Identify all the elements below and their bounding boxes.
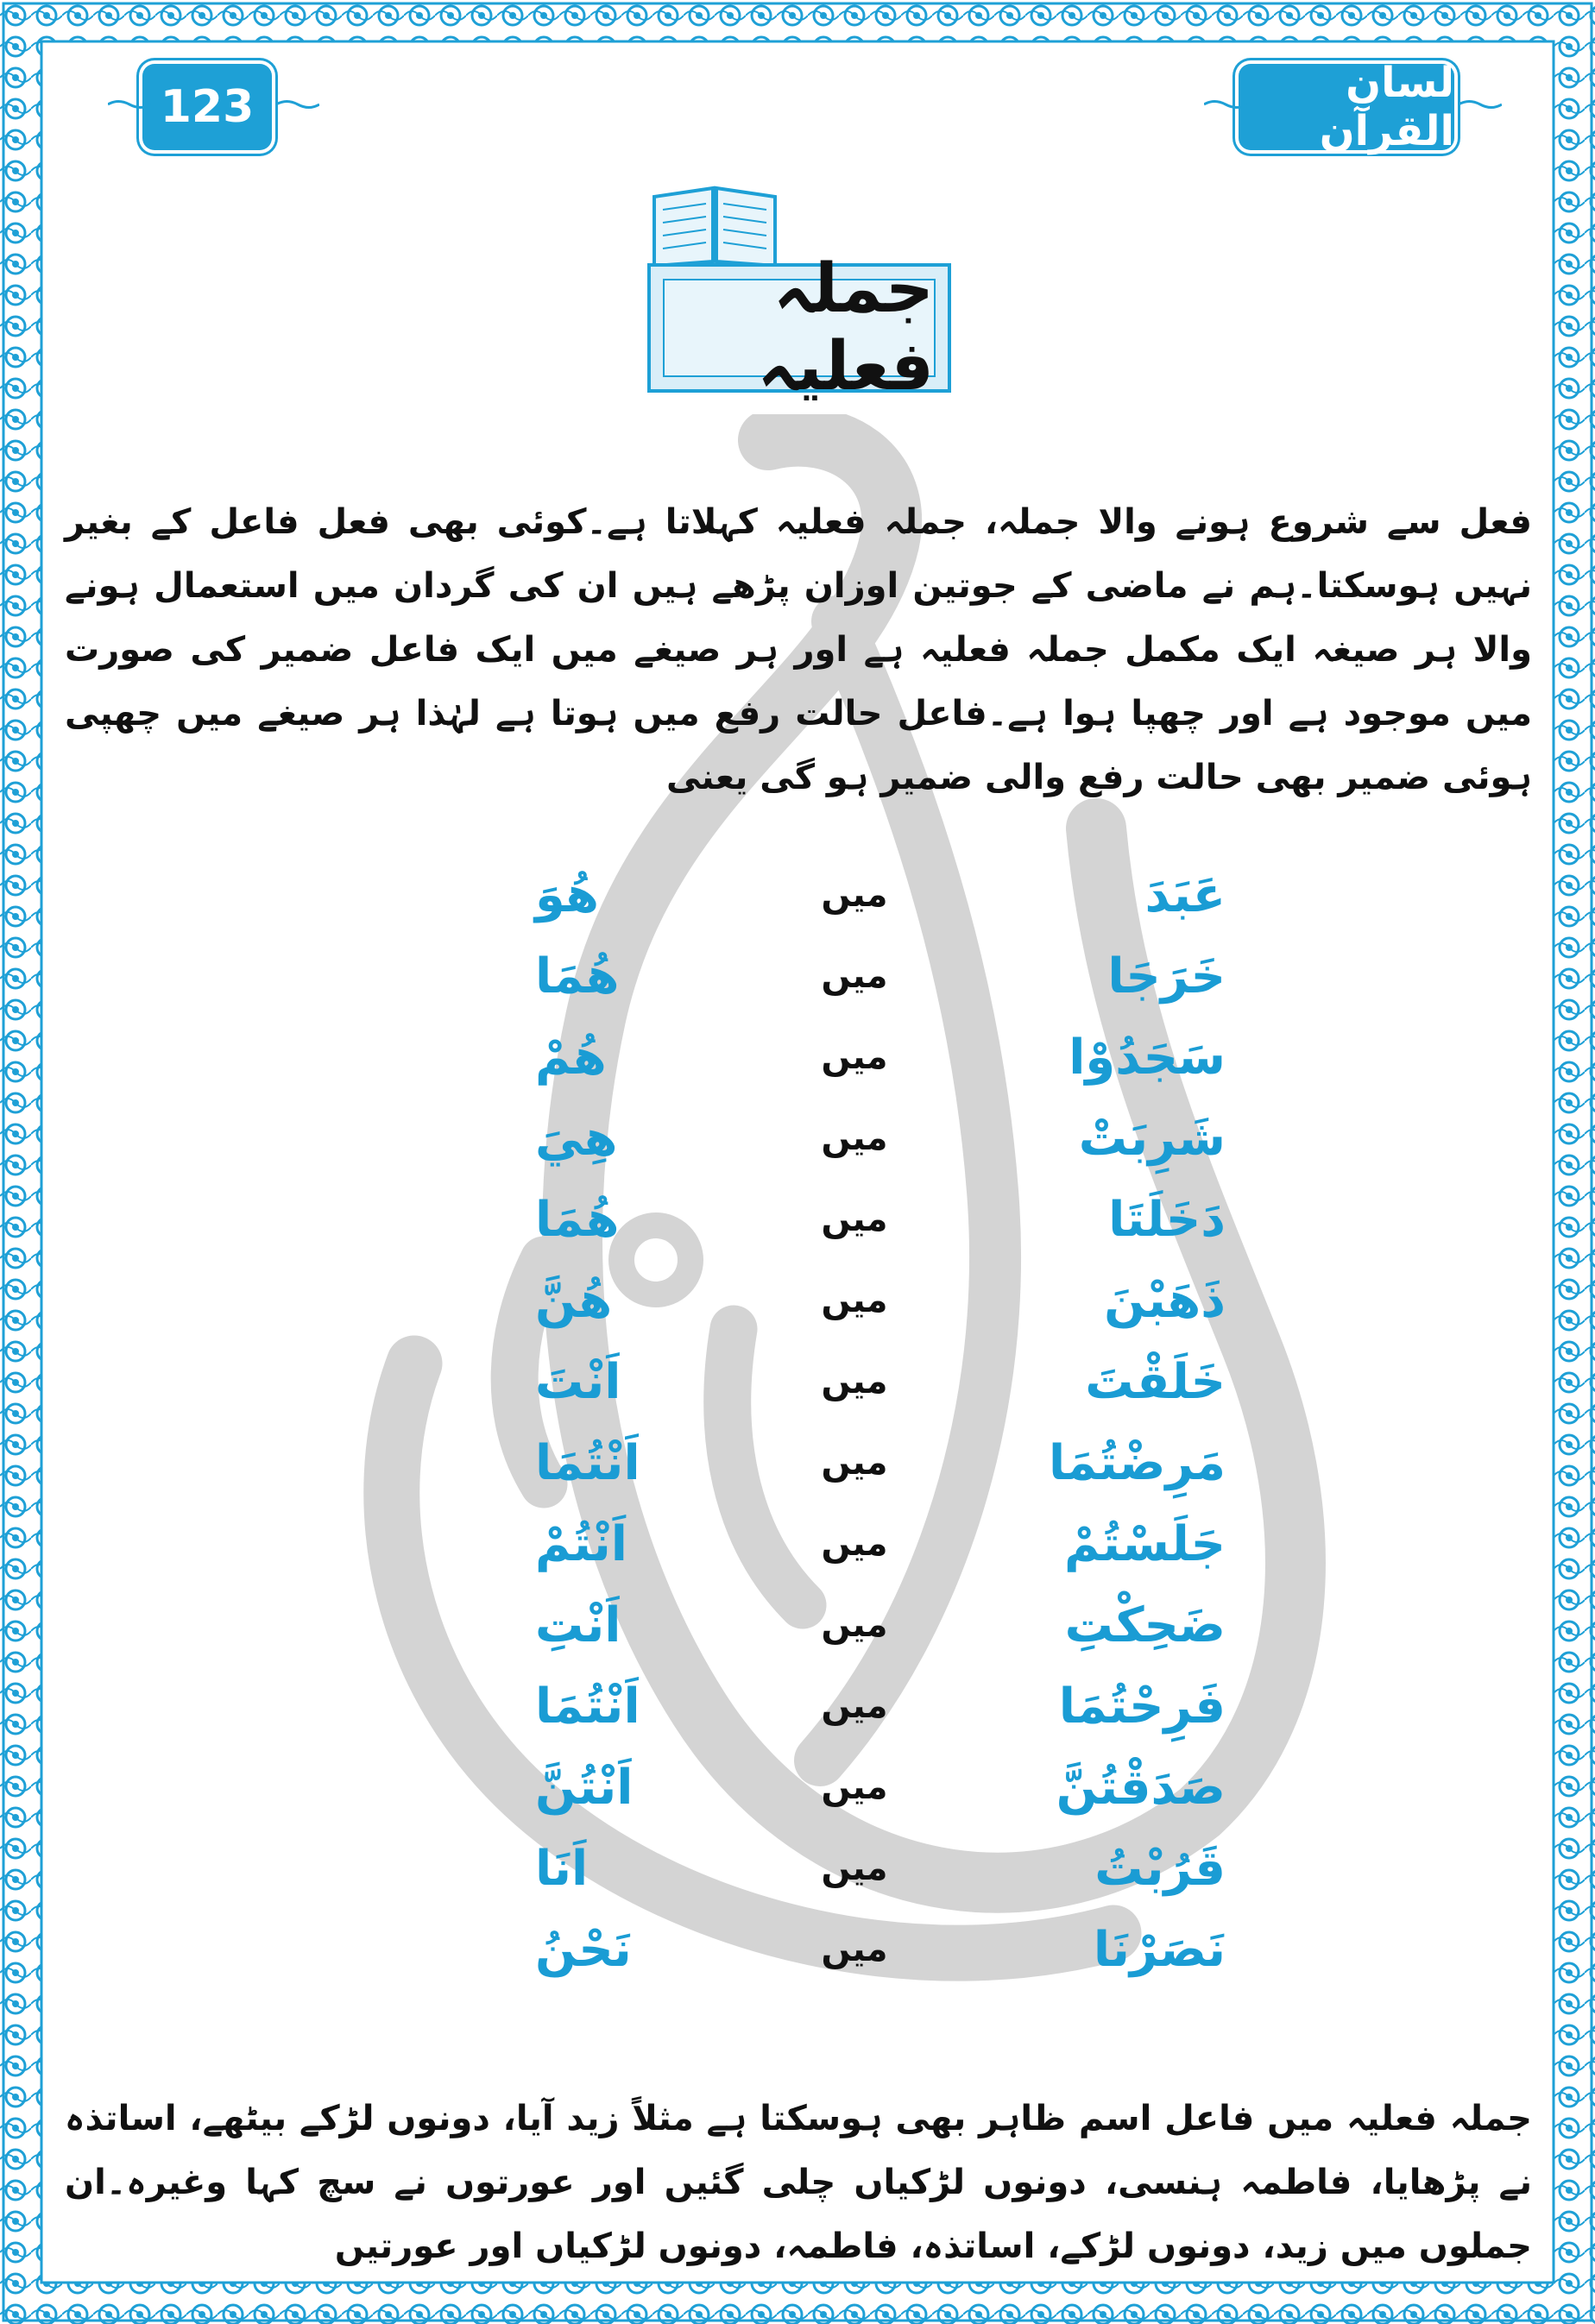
hidden-pronoun: نَحْنُ [535, 1921, 632, 1978]
separator-word: میں [821, 1118, 888, 1158]
intro-paragraph: فعل سے شروع ہونے والا جملہ، جملہ فعلیہ کہلاتا ہے۔کوئی بھی فعل فاعل کے بغیر نہیں ہوسکتا۔ہم نے ماضی کے جوتین اوزان پڑھے ہیں ان کی گردان میں استعمال ہونے والا ہر صیغہ ایک مکمل جملہ فعلیہ ہے اور ہر صیغے میں ایک فاعل ضمیر کی صورت میں موجود ہے اور چھپا ہوا ہے۔فاعل حالت رفع میں ہوتا ہے لہٰذا ہر صیغے میں چھپی ہوئی ضمیر بھی حالت رفع والی ضمیر ہو گی یعنی [65, 502, 1532, 797]
separator-word: میں [821, 956, 888, 996]
example-row [535, 1828, 1226, 1909]
separator-word: میں [821, 1037, 888, 1077]
hidden-pronoun: هُنَّ [535, 1272, 613, 1329]
title-frame [647, 250, 951, 406]
separator-word: میں [821, 1930, 888, 1969]
page-title: جملہ فعلیہ [757, 250, 934, 406]
hidden-pronoun: اَنْتُمَا [535, 1434, 640, 1491]
example-row [535, 1503, 1226, 1584]
example-row [535, 1341, 1226, 1422]
example-row [535, 1747, 1226, 1828]
hidden-pronoun: هُمَا [535, 948, 620, 1005]
flourish-icon [1204, 98, 1247, 110]
example-row [535, 1017, 1226, 1098]
hidden-pronoun: اَنْتُمَا [535, 1678, 640, 1735]
hidden-pronoun: اَنْتُمْ [535, 1515, 627, 1572]
hidden-pronoun: اَنْتَ [535, 1353, 621, 1410]
separator-word: میں [821, 1443, 888, 1483]
hidden-pronoun: هُوَ [535, 866, 599, 923]
separator-word: میں [821, 1848, 888, 1888]
verb-form: ضَحِكْتِ [1064, 1597, 1226, 1653]
title-frame-inner [663, 250, 936, 406]
book-title: لسان القرآن [1239, 64, 1454, 150]
page-number: 123 [142, 64, 272, 150]
book-title-badge [1204, 60, 1489, 154]
separator-word: میں [821, 1362, 888, 1401]
verb-form: فَرِحْتُمَا [1058, 1678, 1226, 1735]
verb-form: نَصَرْنَا [1093, 1921, 1226, 1978]
flourish-icon [1459, 98, 1502, 110]
page-number-badge [108, 60, 306, 154]
verb-form: قَرُبْتُ [1094, 1840, 1226, 1897]
example-row [535, 1909, 1226, 1990]
separator-word: میں [821, 1605, 888, 1645]
hidden-pronoun: اَنْتِ [535, 1597, 621, 1653]
verb-form: ذَهَبْنَ [1104, 1272, 1226, 1329]
example-row [535, 1584, 1226, 1666]
examples-table [535, 854, 1226, 1990]
example-row [535, 1666, 1226, 1747]
verb-form: صَدَقْتُنَّ [1056, 1759, 1226, 1816]
hidden-pronoun: هُمْ [535, 1029, 607, 1086]
closing-paragraph: جملہ فعلیہ میں فاعل اسم ظاہر بھی ہوسکتا ہے مثلاً زید آیا، دونوں لڑکے بیٹھے، اساتذہ نے پڑھایا، فاطمہ ہنسی، دونوں لڑکیاں چلی گئیں اور عورتوں نے سچ کہا وغیرہ۔ان جملوں میں زید، دونوں لڑکے، اساتذہ، فاطمہ، دونوں لڑکیاں اور عورتیں [65, 2099, 1532, 2266]
verb-form: شَرِبَتْ [1078, 1110, 1226, 1167]
example-row [535, 1179, 1226, 1260]
example-row [535, 1098, 1226, 1179]
hidden-pronoun: اَنَا [535, 1840, 589, 1897]
example-row [535, 1260, 1226, 1341]
verb-form: دَخَلَتَا [1108, 1191, 1226, 1248]
hidden-pronoun: هُمَا [535, 1191, 620, 1248]
separator-word: میں [821, 1524, 888, 1564]
hidden-pronoun: اَنْتُنَّ [535, 1759, 634, 1816]
verb-form: خَرَجَا [1107, 948, 1226, 1005]
example-row [535, 854, 1226, 935]
separator-word: میں [821, 1767, 888, 1807]
verb-form: مَرِضْتُمَا [1048, 1434, 1226, 1491]
verb-form: خَلَقْتَ [1085, 1353, 1226, 1410]
verb-form: سَجَدُوْا [1069, 1029, 1226, 1086]
separator-word: میں [821, 1200, 888, 1239]
flourish-icon [108, 98, 151, 110]
verb-form: عَبَدَ [1144, 866, 1226, 923]
verb-form: جَلَسْتُمْ [1064, 1515, 1226, 1572]
example-row [535, 935, 1226, 1017]
separator-word: میں [821, 1686, 888, 1726]
flourish-icon [276, 98, 319, 110]
example-row [535, 1422, 1226, 1503]
separator-word: میں [821, 875, 888, 915]
hidden-pronoun: هِيَ [535, 1110, 618, 1167]
separator-word: میں [821, 1281, 888, 1320]
